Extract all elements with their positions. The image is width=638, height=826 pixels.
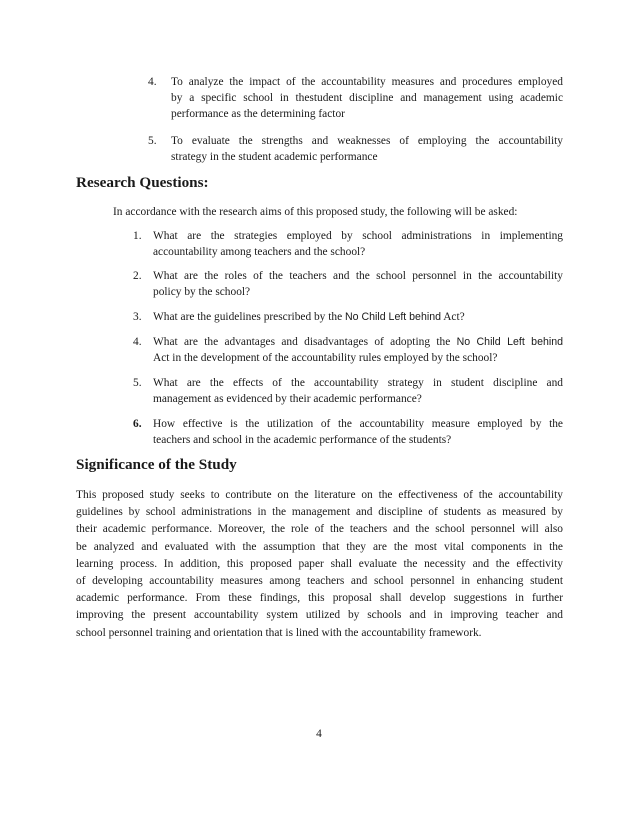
question-3-text <box>153 309 563 325</box>
question-3-number: 3. <box>133 311 142 323</box>
objective-5-line-2: strategy in the student academic performance <box>171 151 378 163</box>
question-4-act: No Child Left behind <box>456 336 563 348</box>
question-4-text <box>153 334 563 366</box>
question-6-text <box>153 416 563 448</box>
significance-line-5: learning process. In addition, this proposed paper shall evaluate the necessity and the effectivity <box>76 557 563 570</box>
question-5-line-2: management as evidenced by their academic performance? <box>153 393 422 405</box>
question-1-text <box>153 228 563 260</box>
significance-line-1: This proposed study seeks to contribute on the literature on the effectiveness of the accountability <box>76 489 563 501</box>
question-1-line-1: What are the strategies employed by school administrations in implementing <box>153 230 563 242</box>
question-4-line-1 <box>153 334 563 350</box>
significance-heading: Significance of the Study <box>76 456 237 473</box>
objective-4-line-1: To analyze the impact of the accountability measures and procedures employed <box>171 76 563 88</box>
question-2-line-1: What are the roles of the teachers and the school personnel in the accountability <box>153 270 563 282</box>
question-4-pre: What are the advantages and disadvantages of adopting the <box>153 336 457 348</box>
page-number: 4 <box>316 728 322 740</box>
significance-line-3: their academic performance. Moreover, the role of the teachers and the school personnel will also <box>76 523 563 536</box>
question-3-post: Act? <box>440 311 465 323</box>
question-2-text <box>153 268 563 300</box>
question-6-number: 6. <box>133 418 142 430</box>
objective-5-number: 5. <box>148 135 157 147</box>
research-questions-heading: Research Questions: <box>76 174 209 191</box>
question-5-number: 5. <box>133 377 142 389</box>
question-2-number: 2. <box>133 270 142 282</box>
question-3-pre: What are the guidelines prescribed by the <box>153 311 345 323</box>
significance-line-8: improving the present accountability system utilized by schools and in improving teacher and <box>76 609 563 622</box>
question-1-line-2: accountability among teachers and the school? <box>153 246 366 258</box>
research-questions-intro-line: In accordance with the research aims of this proposed study, the following will be asked: <box>113 206 518 218</box>
objective-4-line-2: by a specific school in thestudent discipline and management using academic <box>171 92 563 104</box>
question-3-line-1 <box>153 309 563 325</box>
objective-4-line-3: performance as the determining factor <box>171 108 345 120</box>
significance-paragraph <box>76 487 563 642</box>
significance-line-4: be analyzed and evaluated with the assumption that they are the most vital components in the <box>76 540 563 553</box>
objective-4-number: 4. <box>148 76 157 88</box>
question-3-act: No Child Left behind <box>344 311 441 323</box>
research-questions-intro <box>113 204 563 220</box>
question-2-line-2: policy by the school? <box>153 286 251 298</box>
objective-5-text <box>171 133 563 165</box>
question-6-line-2: teachers and school in the academic performance of the students? <box>153 434 452 446</box>
objective-5-line-1: To evaluate the strengths and weaknesses of employing the accountability <box>171 135 563 147</box>
question-5-line-1: What are the effects of the accountability strategy in student discipline and <box>153 377 563 389</box>
question-4-number: 4. <box>133 336 142 348</box>
question-1-number: 1. <box>133 230 142 242</box>
question-4-line-2: Act in the development of the accountability rules employed by the school? <box>153 352 498 364</box>
significance-line-9: school personnel training and orientation that is lined with the accountability framework. <box>76 626 482 639</box>
significance-line-7: academic performance. From these findings, this proposal shall develop suggestions in further <box>76 592 563 605</box>
significance-line-2: guidelines by school administrations in the management and discipline of students as measured by <box>76 506 563 519</box>
question-6-line-1: How effective is the utilization of the accountability measure employed by the <box>153 418 563 430</box>
significance-line-6: of developing accountability measures among teachers and school personnel in enhancing student <box>76 575 563 588</box>
question-5-text <box>153 375 563 407</box>
objective-4-text <box>171 74 563 122</box>
